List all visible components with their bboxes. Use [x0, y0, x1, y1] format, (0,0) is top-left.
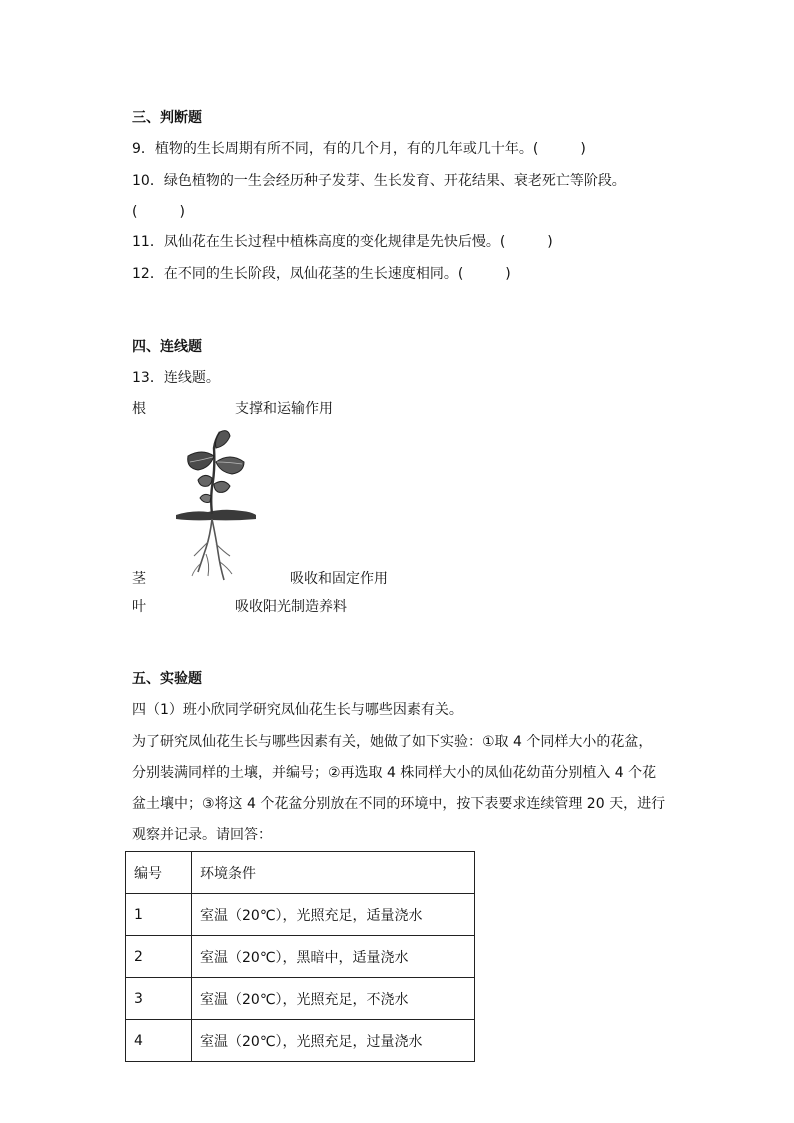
question-9: 9．植物的生长周期有所不同，有的几个月，有的几年或几十年。( ) [132, 141, 586, 157]
table-row [126, 978, 475, 1020]
section-3-heading: 三、判断题 [132, 110, 202, 126]
experiment-text-line-3: 盆土壤中；③将这 4 个花盆分别放在不同的环境中，按下表要求连续管理 20 天，进行 [132, 796, 666, 812]
experiment-intro: 四（1）班小欣同学研究凤仙花生长与哪些因素有关。 [132, 702, 463, 718]
table-row [126, 936, 475, 978]
match-right-support: 支撑和运输作用 [235, 401, 333, 417]
table-header-row [126, 852, 475, 894]
experiment-text-line-1: 为了研究凤仙花生长与哪些因素有关，她做了如下实验：①取 4 个同样大小的花盆， [132, 734, 653, 750]
table-cell-condition: 室温（20℃），光照充足，适量浇水 [192, 894, 475, 936]
table-row [126, 894, 475, 936]
experiment-text-line-2: 分别装满同样的土壤，并编号；②再选取 4 株同样大小的凤仙花幼苗分别植入 4 个花 [132, 765, 657, 781]
plant-with-roots-icon [172, 426, 258, 584]
table-cell-condition: 室温（20℃），光照充足，过量浇水 [192, 1020, 475, 1062]
section-4-heading: 四、连线题 [132, 339, 202, 355]
table-cell-number: 2 [126, 936, 192, 978]
match-left-leaf: 叶 [132, 599, 146, 615]
experiment-text-line-4: 观察并记录。请回答： [132, 827, 272, 843]
experiment-table [125, 851, 475, 1062]
question-13: 13．连线题。 [132, 370, 220, 386]
table-cell-condition: 室温（20℃），光照充足，不浇水 [192, 978, 475, 1020]
match-right-absorb: 吸收和固定作用 [290, 571, 388, 587]
match-left-stem: 茎 [132, 571, 146, 587]
table-cell-number: 4 [126, 1020, 192, 1062]
question-12: 12．在不同的生长阶段，凤仙花茎的生长速度相同。( ) [132, 266, 511, 282]
table-cell-number: 3 [126, 978, 192, 1020]
table-cell-condition: 室温（20℃），黑暗中，适量浇水 [192, 936, 475, 978]
table-row [126, 1020, 475, 1062]
table-header-condition: 环境条件 [192, 852, 475, 894]
question-10: 10．绿色植物的一生会经历种子发芽、生长发育、开花结果、衰老死亡等阶段。 [132, 173, 626, 189]
question-10-blank: ( ) [132, 204, 185, 220]
match-right-photosynthesis: 吸收阳光制造养料 [235, 599, 347, 615]
match-left-root: 根 [132, 401, 146, 417]
table-header-number: 编号 [126, 852, 192, 894]
section-5-heading: 五、实验题 [132, 671, 202, 687]
table-cell-number: 1 [126, 894, 192, 936]
question-11: 11．凤仙花在生长过程中植株高度的变化规律是先快后慢。( ) [132, 234, 553, 250]
